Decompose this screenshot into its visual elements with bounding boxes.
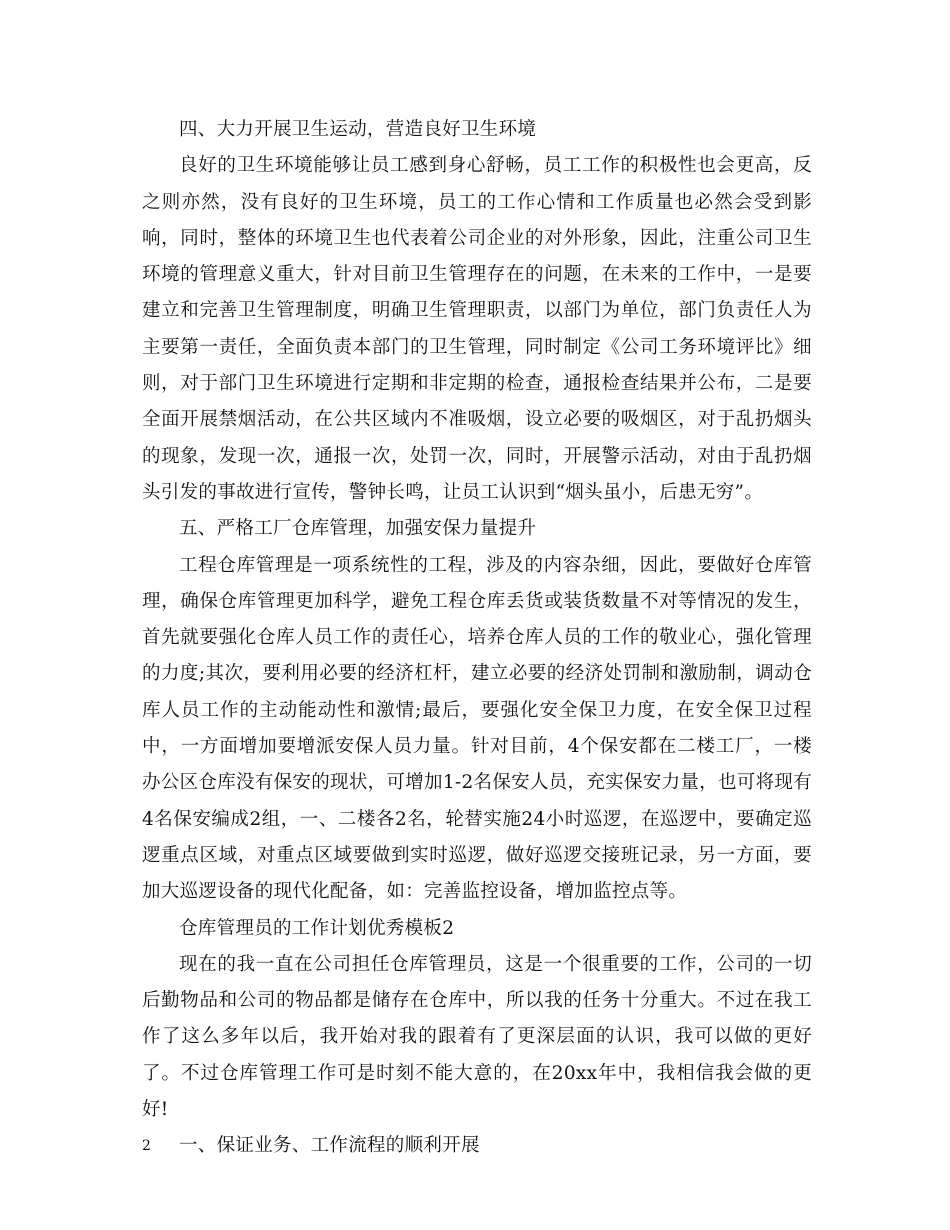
body-paragraph: 现在的我一直在公司担任仓库管理员，这是一个很重要的工作，公司的一切后勤物品和公司的物品都是储存在仓库中，所以我的任务十分重大。不过在我工作了这么多年以后，我开始对我的跟着有了更深层面的认识，我可以做的更好了。不过仓库管理工作可是时刻不能大意的，在20xx年中，我相信我会做的更好!: [142, 953, 812, 1121]
page-number: 2: [142, 1138, 151, 1154]
template-title: 仓库管理员的工作计划优秀模板2: [179, 917, 455, 939]
section-heading-1: 一、保证业务、工作流程的顺利开展: [179, 1135, 480, 1157]
section-heading-5: 五、严格工厂仓库管理，加强安保力量提升: [179, 518, 537, 540]
document-body: [142, 112, 812, 1165]
body-paragraph: 良好的卫生环境能够让员工感到身心舒畅，员工工作的积极性也会更高，反之则亦然，没有良好的卫生环境，员工的工作心情和工作质量也必然会受到影响，同时，整体的环境卫生也代表着公司企业的对外形象，因此，注重公司卫生环境的管理意义重大，针对目前卫生管理存在的问题，在未来的工作中，一是要建立和完善卫生管理制度，明确卫生管理职责，以部门为单位，部门负责任人为主要第一责任，全面负责本部门的卫生管理，同时制定《公司工务环境评比》细则，对于部门卫生环境进行定期和非定期的检查，通报检查结果并公布，二是要全面开展禁烟活动，在公共区域内不准吸烟，设立必要的吸烟区，对于乱扔烟头的现象，发现一次，通报一次，处罚一次，同时，开展警示活动，对由于乱扔烟头引发的事故进行宣传，警钟长鸣，让员工认识到“烟头虽小，后患无穷”。: [142, 155, 812, 503]
body-paragraph: 工程仓库管理是一项系统性的工程，涉及的内容杂细，因此，要做好仓库管理，确保仓库管理更加科学，避免工程仓库丢货或装货数量不对等情况的发生，首先就要强化仓库人员工作的责任心，培养仓库人员的工作的敬业心，强化管理的力度;其次，要利用必要的经济杠杆，建立必要的经济处罚制和激励制，调动仓库人员工作的主动能动性和激情;最后，要强化安全保卫力度，在安全保卫过程中，一方面增加要增派安保人员力量。针对目前，4个保安都在二楼工厂，一楼办公区仓库没有保安的现状，可增加1-2名保安人员，充实保安力量，也可将现有4名保安编成2组，一、二楼各2名，轮替实施24小时巡逻，在巡逻中，要确定巡逻重点区域，对重点区域要做到实时巡逻，做好巡逻交接班记录，另一方面，要加大巡逻设备的现代化配备，如：完善监控设备，增加监控点等。: [142, 554, 812, 903]
section-heading-4: 四、大力开展卫生运动，营造良好卫生环境: [179, 119, 537, 140]
